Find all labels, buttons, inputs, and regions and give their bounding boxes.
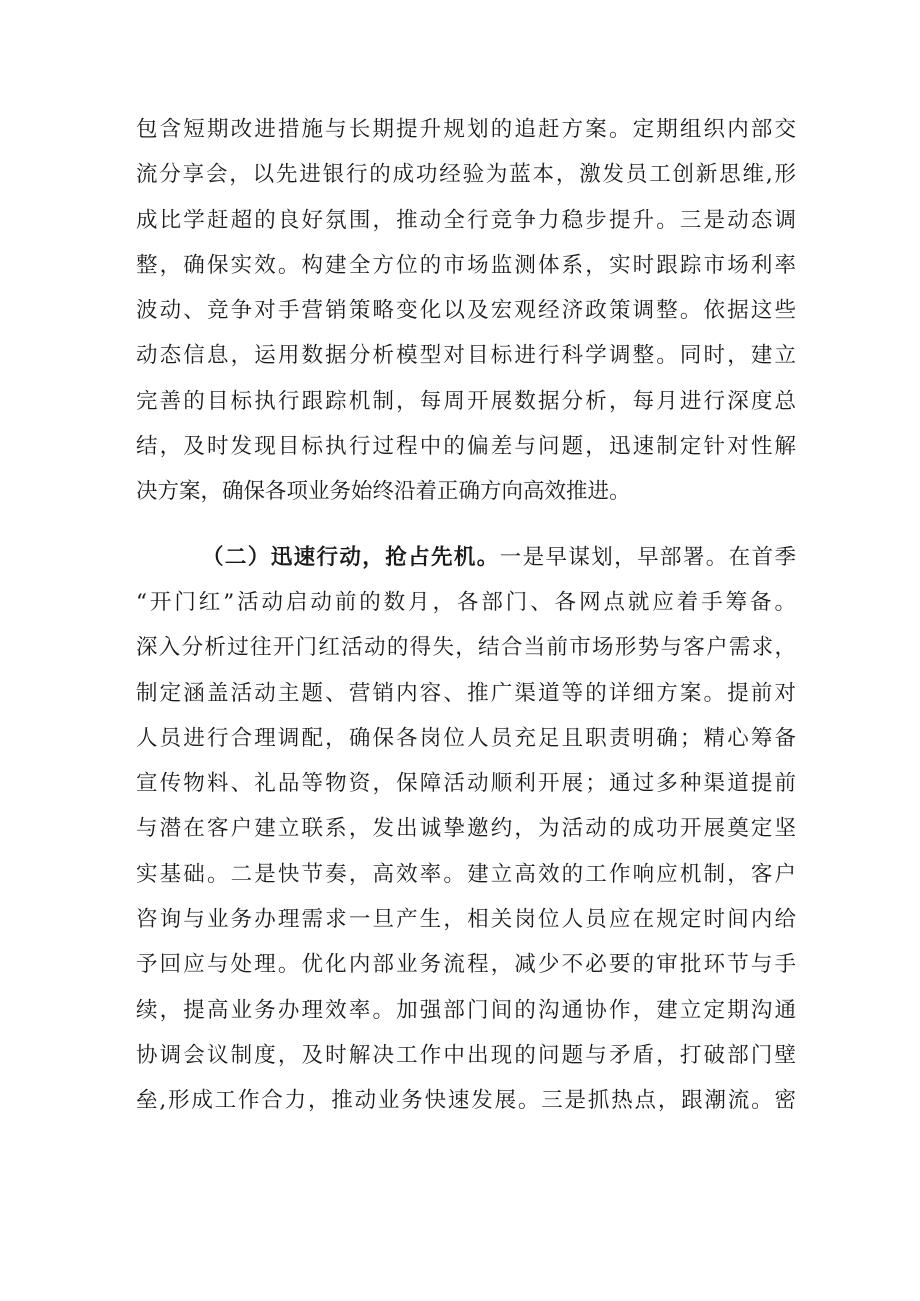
text-line: 续，提高业务办理效率。加强部门间的沟通协作，建立定期沟通 [136,997,796,1023]
paragraph-2-first-line [136,535,796,580]
document-body [136,107,796,1124]
first-line-text: 一是早谋划，早部署。在首季 [499,544,796,570]
paragraph-1 [136,107,796,515]
text-line: 动态信息，运用数据分析模型对目标进行科学调整。同时，建立 [136,343,796,369]
text-line: 宣传物料、礼品等物资，保障活动顺利开展；通过多种渠道提前 [136,771,796,797]
text-line: 制定涵盖活动主题、营销内容、推广渠道等的详细方案。提前对 [136,680,796,706]
text-line: 垒,形成工作合力，推动业务快速发展。三是抓热点，跟潮流。密 [136,1088,796,1114]
text-line: 成比学赶超的良好氛围，推动全行竞争力稳步提升。三是动态调 [136,207,796,233]
text-line: 人员进行合理调配，确保各岗位人员充足且职责明确；精心筹备 [136,725,796,751]
text-line: 流分享会，以先进银行的成功经验为蓝本，激发员工创新思维,形 [136,162,796,188]
text-line: 与潜在客户建立联系，发出诚挚邀约，为活动的成功开展奠定坚 [136,816,796,842]
text-line: 整，确保实效。构建全方位的市场监测体系，实时跟踪市场利率 [136,252,796,278]
text-line: 结，及时发现目标执行过程中的偏差与问题，迅速制定针对性解 [136,434,796,460]
text-line: 波动、竞争对手营销策略变化以及宏观经济政策调整。依据这些 [136,298,796,324]
text-line: 深入分析过往开门红活动的得失，结合当前市场形势与客户需求， [136,635,796,661]
section-heading: （二）迅速行动，抢占先机。 [202,544,500,570]
paragraph-spacer [136,515,796,535]
text-line: 包含短期改进措施与长期提升规划的追赶方案。定期组织内部交 [136,117,796,142]
text-line: “开门红”活动启动前的数月，各部门、各网点就应着手筹备。 [136,589,796,615]
text-line: 完善的目标执行跟踪机制，每周开展数据分析，每月进行深度总 [136,388,796,414]
text-line: 协调会议制度，及时解决工作中出现的问题与矛盾，打破部门壁 [136,1042,796,1068]
text-line: 咨询与业务办理需求一旦产生，相关岗位人员应在规定时间内给 [136,907,796,933]
paragraph-2 [136,535,796,1124]
text-line: 予回应与处理。优化内部业务流程，减少不必要的审批环节与手 [136,952,796,978]
text-line: 决方案，确保各项业务始终沿着正确方向高效推进。 [136,479,631,505]
text-line: 实基础。二是快节奏，高效率。建立高效的工作响应机制，客户 [136,861,796,887]
